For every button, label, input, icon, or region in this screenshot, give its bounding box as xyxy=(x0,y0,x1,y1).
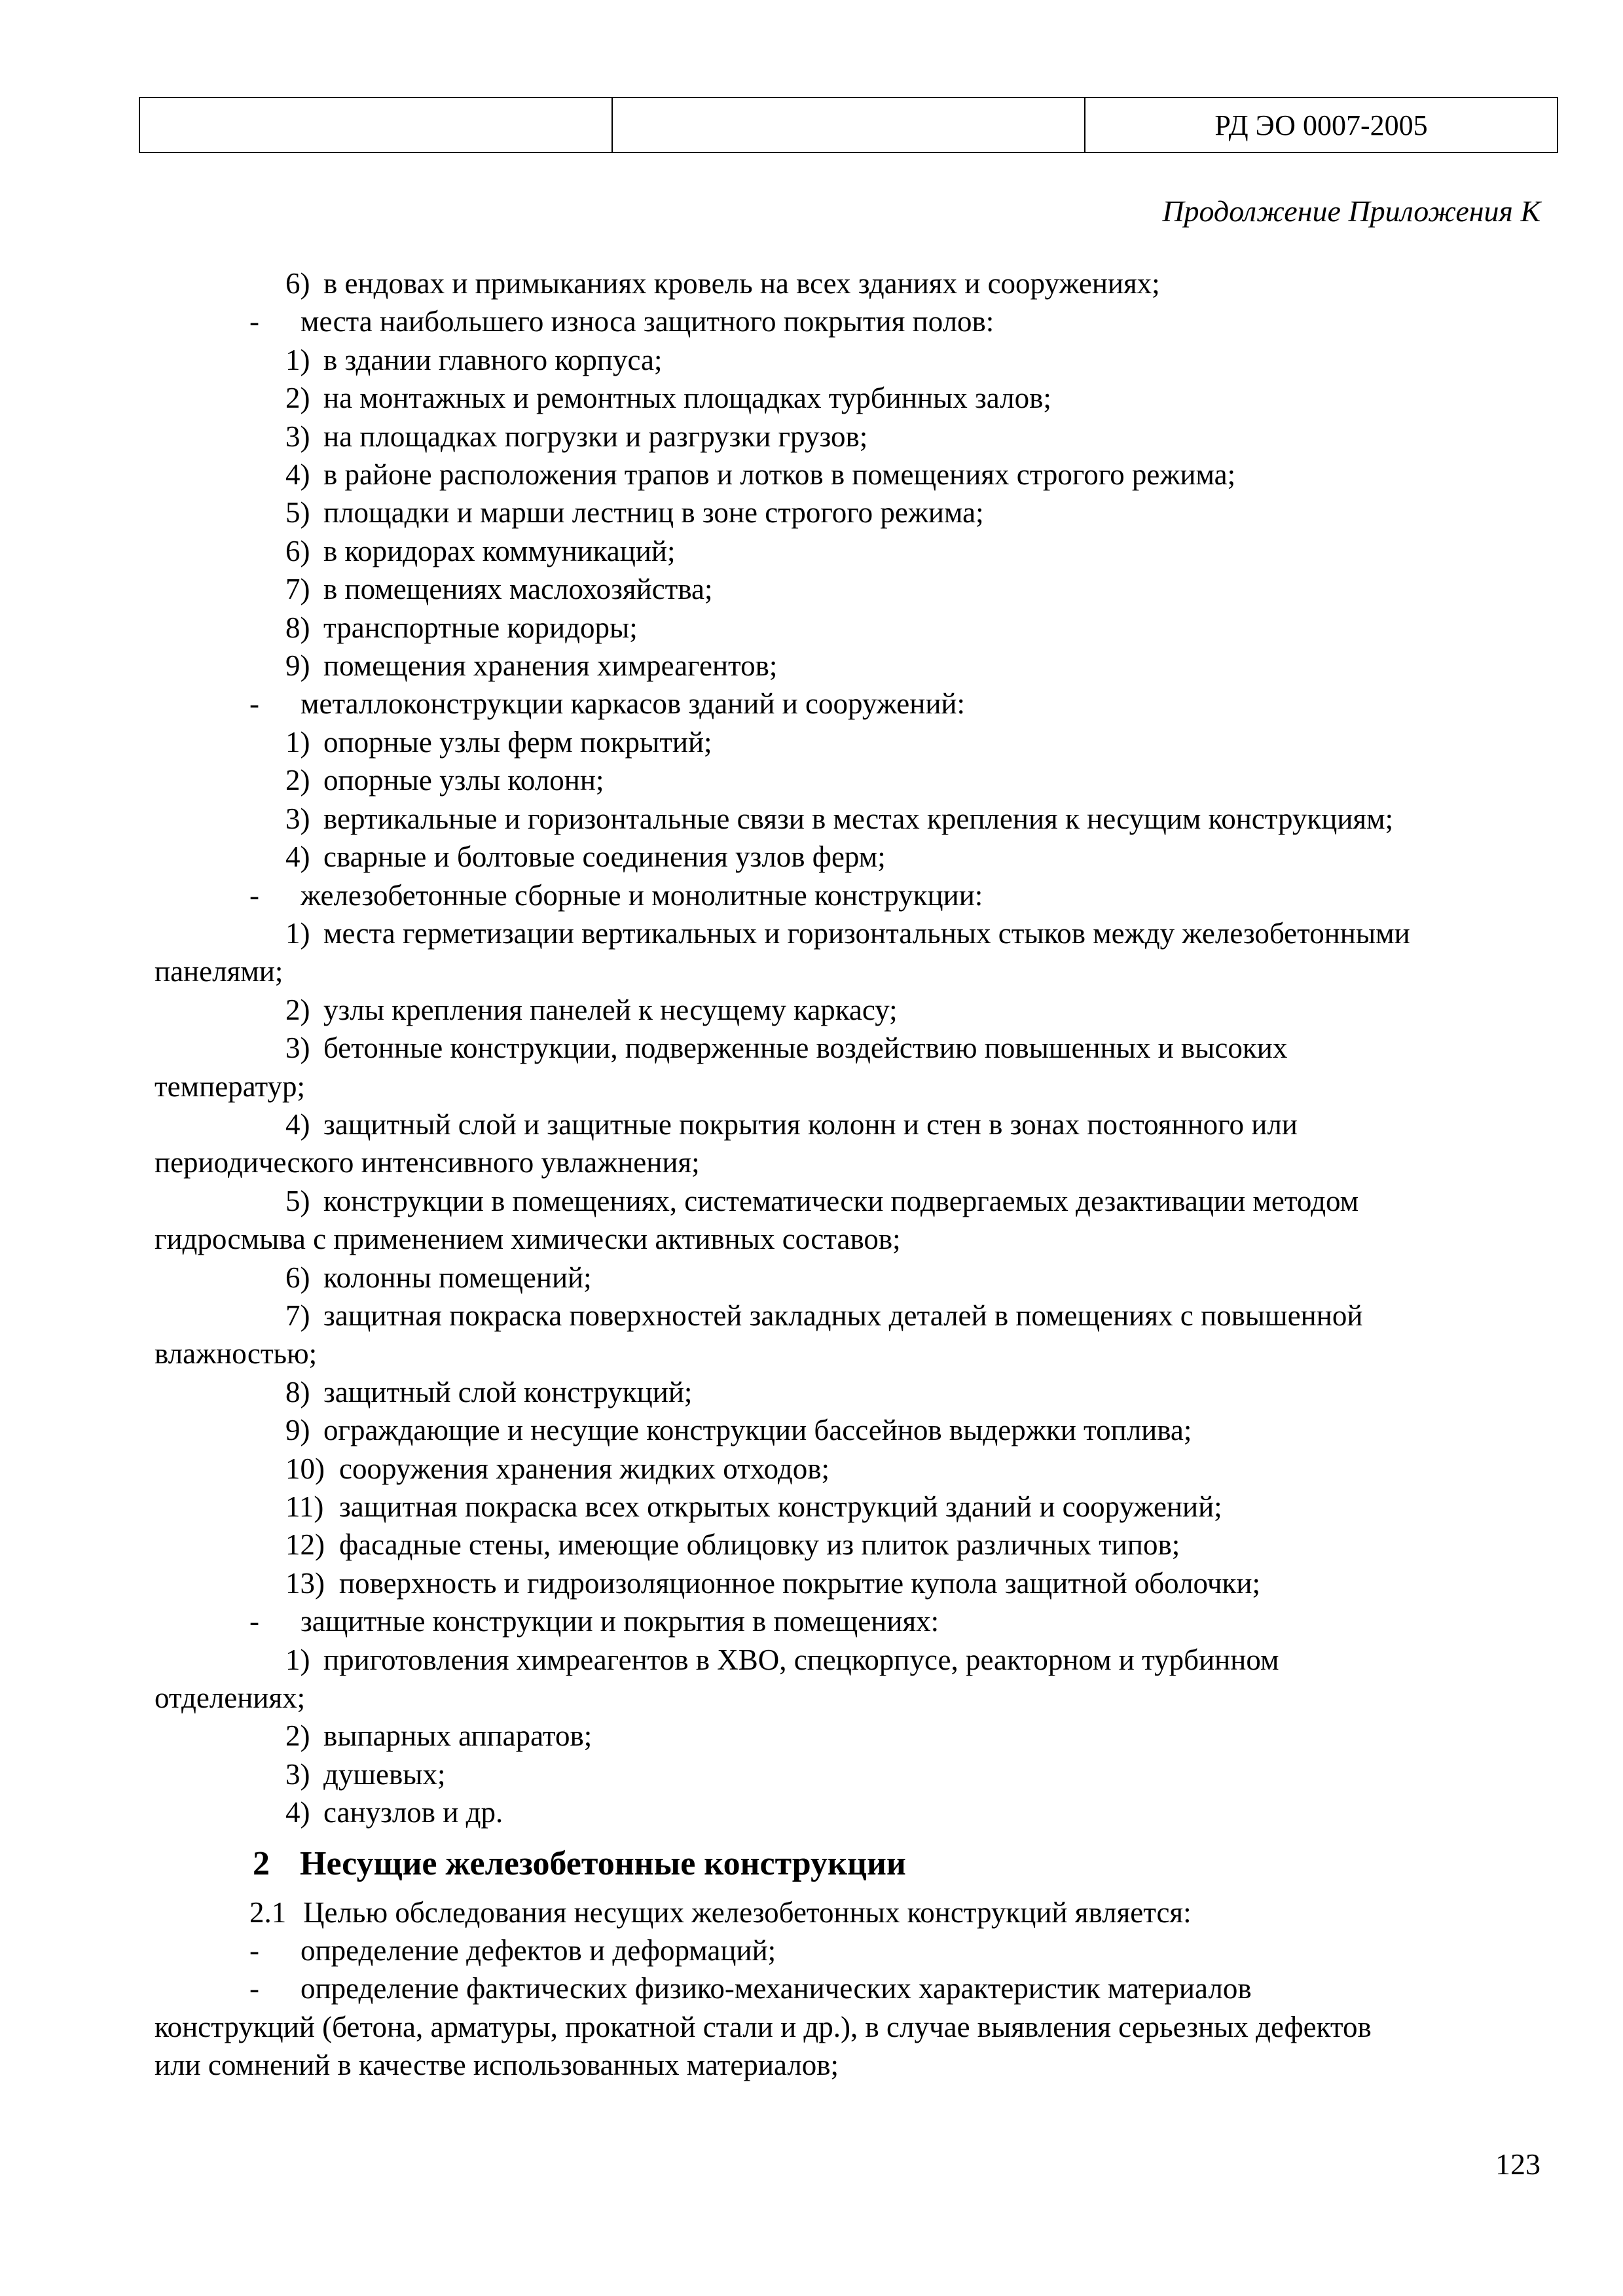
item-number: 4) xyxy=(285,1796,310,1829)
item-number: 3) xyxy=(285,420,310,453)
subsection xyxy=(155,1893,1536,1931)
item-number: 1) xyxy=(285,1643,310,1676)
item-number: 4) xyxy=(285,458,310,492)
item-number: 8) xyxy=(285,611,310,644)
item-number: 4) xyxy=(285,840,310,874)
item-text: поверхность и гидроизоляционное покрытие купола защитной оболочки; xyxy=(339,1566,1260,1600)
item-number: 9) xyxy=(285,1414,310,1447)
item-text: сооружения хранения жидких отходов; xyxy=(339,1452,830,1485)
item-text-continuation: гидросмыва с применением химически активных составов; xyxy=(155,1223,901,1256)
list-item xyxy=(155,1450,1536,1488)
item-text: вертикальные и горизонтальные связи в местах крепления к несущим конструкциям; xyxy=(323,802,1394,835)
section-number: 2 xyxy=(253,1844,270,1882)
item-number: 10) xyxy=(285,1452,325,1485)
item-number: 7) xyxy=(285,573,310,606)
item-text: приготовления химреагентов в ХВО, спецкорпусе, реакторном и турбинном xyxy=(323,1643,1279,1676)
item-number: 9) xyxy=(285,649,310,683)
dash-item xyxy=(155,685,1536,723)
list-item xyxy=(155,761,1536,799)
dash-item xyxy=(155,876,1536,914)
item-text: санузлов и др. xyxy=(323,1796,503,1829)
item-text: опорные узлы ферм покрытий; xyxy=(323,725,712,759)
header-cell-document-code: РД ЭО 0007-2005 xyxy=(1084,98,1557,152)
dash-text: защитные конструкции и покрытия в помещениях: xyxy=(301,1605,939,1638)
item-text: фасадные стены, имеющие облицовку из плиток различных типов; xyxy=(339,1528,1180,1562)
list-item xyxy=(155,914,1536,952)
list-item xyxy=(155,609,1536,647)
dash-text: определение дефектов и деформаций; xyxy=(301,1934,776,1967)
item-number: 12) xyxy=(285,1528,325,1562)
list-item xyxy=(155,723,1536,761)
dash-text: железобетонные сборные и монолитные конструкции: xyxy=(301,878,983,912)
item-number: 1) xyxy=(285,725,310,759)
list-item xyxy=(155,570,1536,608)
dash-marker: - xyxy=(249,878,259,912)
list-item xyxy=(155,493,1536,531)
header-cell-2 xyxy=(611,98,1084,152)
dash-marker: - xyxy=(249,305,259,338)
item-text-continuation: панелями; xyxy=(155,955,283,988)
dash-text: места наибольшего износа защитного покрытия полов: xyxy=(301,305,994,338)
list-item xyxy=(155,456,1536,493)
item-text: транспортные коридоры; xyxy=(323,611,638,644)
item-number: 13) xyxy=(285,1566,325,1600)
list-item xyxy=(155,418,1536,456)
item-text-continuation: влажностью; xyxy=(155,1337,318,1371)
item-number: 3) xyxy=(285,1031,310,1065)
item-text: в районе расположения трапов и лотков в помещениях строгого режима; xyxy=(323,458,1236,492)
item-text: сварные и болтовые соединения узлов ферм; xyxy=(323,840,886,874)
list-item xyxy=(155,1526,1536,1564)
item-number: 6) xyxy=(285,1261,310,1294)
dash-text: определение фактических физико-механических характеристик материалов xyxy=(301,1972,1252,2005)
item-number: 6) xyxy=(285,534,310,567)
list-item xyxy=(155,838,1536,876)
dash-marker: - xyxy=(249,1934,259,1967)
item-number: 2) xyxy=(285,993,310,1026)
item-number: 5) xyxy=(285,1184,310,1217)
dash-text-continuation: конструкций (бетона, арматуры, прокатной стали и др.), в случае выявления серьезных дефектов xyxy=(155,2010,1372,2043)
continuation-label: Продолжение Приложения К xyxy=(1162,194,1541,228)
item-text: помещения хранения химреагентов; xyxy=(323,649,778,683)
dash-text-continuation: или сомнений в качестве использованных материалов; xyxy=(155,2049,839,2082)
header-cell-1 xyxy=(140,98,611,152)
list-item xyxy=(155,264,1536,302)
dash-marker: - xyxy=(249,1972,259,2005)
dash-item xyxy=(155,1969,1536,2007)
document-body xyxy=(155,264,1536,2085)
item-text: в ендовах и примыканиях кровель на всех зданиях и сооружениях; xyxy=(323,267,1160,300)
dash-marker: - xyxy=(249,1605,259,1638)
section-heading xyxy=(155,1841,1536,1887)
dash-item xyxy=(155,1931,1536,1969)
list-item xyxy=(155,532,1536,570)
item-number: 8) xyxy=(285,1375,310,1408)
page-number: 123 xyxy=(1495,2147,1541,2181)
item-text: узлы крепления панелей к несущему каркасу; xyxy=(323,993,898,1026)
list-item xyxy=(155,1641,1536,1679)
subsection-number: 2.1 xyxy=(249,1895,287,1929)
item-text: в коридорах коммуникаций; xyxy=(323,534,676,567)
item-text: защитный слой и защитные покрытия колонн и стен в зонах постоянного или xyxy=(323,1107,1298,1141)
item-number: 1) xyxy=(285,916,310,950)
item-number: 4) xyxy=(285,1107,310,1141)
list-item xyxy=(155,800,1536,838)
item-text: колонны помещений; xyxy=(323,1261,592,1294)
item-text: защитная покраска поверхностей закладных деталей в помещениях с повышенной xyxy=(323,1299,1363,1332)
list-item xyxy=(155,1029,1536,1067)
item-text: душевых; xyxy=(323,1757,446,1791)
dash-item xyxy=(155,1602,1536,1640)
section-title: Несущие железобетонные конструкции xyxy=(300,1844,906,1882)
subsection-text: Целью обследования несущих железобетонных конструкций является: xyxy=(303,1895,1192,1929)
item-number: 2) xyxy=(285,764,310,797)
list-item xyxy=(155,647,1536,685)
item-text: защитный слой конструкций; xyxy=(323,1375,693,1408)
item-text: в помещениях маслохозяйства; xyxy=(323,573,713,606)
item-text: выпарных аппаратов; xyxy=(323,1719,593,1753)
list-item xyxy=(155,991,1536,1029)
item-number: 6) xyxy=(285,267,310,300)
item-text-continuation: отделениях; xyxy=(155,1681,306,1715)
list-item xyxy=(155,1182,1536,1220)
list-item xyxy=(155,1373,1536,1411)
item-number: 11) xyxy=(285,1490,324,1523)
list-item xyxy=(155,1755,1536,1793)
item-text: защитная покраска всех открытых конструкций зданий и сооружений; xyxy=(339,1490,1222,1523)
item-text-continuation: периодического интенсивного увлажнения; xyxy=(155,1146,700,1179)
item-text: опорные узлы колонн; xyxy=(323,764,604,797)
list-item xyxy=(155,379,1536,417)
item-text: в здании главного корпуса; xyxy=(323,343,663,376)
dash-marker: - xyxy=(249,687,259,721)
list-item xyxy=(155,1105,1536,1143)
dash-item xyxy=(155,302,1536,340)
item-text: конструкции в помещениях, систематически подвергаемых дезактивации методом xyxy=(323,1184,1359,1217)
item-text: на площадках погрузки и разгрузки грузов; xyxy=(323,420,868,453)
item-text: места герметизации вертикальных и горизонтальных стыков между железобетонными xyxy=(323,916,1410,950)
item-number: 3) xyxy=(285,802,310,835)
item-text-continuation: температур; xyxy=(155,1069,306,1103)
list-item xyxy=(155,1793,1536,1831)
header-table xyxy=(139,97,1558,153)
item-text: бетонные конструкции, подверженные воздействию повышенных и высоких xyxy=(323,1031,1288,1065)
list-item xyxy=(155,1564,1536,1602)
item-text: площадки и марши лестниц в зоне строгого режима; xyxy=(323,496,984,529)
list-item xyxy=(155,1297,1536,1335)
list-item xyxy=(155,1488,1536,1526)
item-number: 1) xyxy=(285,343,310,376)
list-item xyxy=(155,1717,1536,1755)
item-number: 7) xyxy=(285,1299,310,1332)
item-number: 3) xyxy=(285,1757,310,1791)
item-number: 2) xyxy=(285,1719,310,1753)
list-item xyxy=(155,1259,1536,1297)
list-item xyxy=(155,1411,1536,1449)
item-text: ограждающие и несущие конструкции бассейнов выдержки топлива; xyxy=(323,1414,1192,1447)
item-number: 5) xyxy=(285,496,310,529)
item-number: 2) xyxy=(285,382,310,415)
item-text: на монтажных и ремонтных площадках турбинных залов; xyxy=(323,382,1051,415)
list-item xyxy=(155,341,1536,379)
dash-text: металлоконструкции каркасов зданий и сооружений: xyxy=(301,687,966,721)
